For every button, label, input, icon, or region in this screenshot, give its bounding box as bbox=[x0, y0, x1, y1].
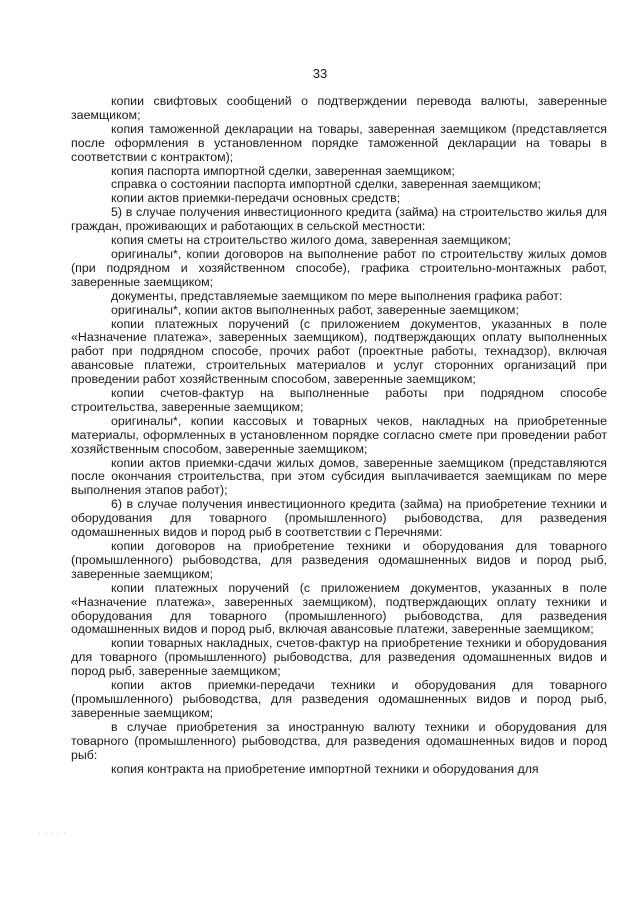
paragraph: копии актов приемки-передачи основных средств; bbox=[111, 191, 401, 206]
paragraph: документы, представляемые заемщиком по мере выполнения графика работ: bbox=[111, 288, 563, 303]
paragraph: копии товарных накладных, счетов-фактур на приобретение техники и оборудования для товарного (промышленного) рыбоводства, для разведения одомашненных видов и пород рыб, заверенные заемщиком; bbox=[71, 636, 607, 679]
paragraph: копия паспорта импортной сделки, заверенная заемщиком; bbox=[111, 163, 455, 178]
paragraph: справка о состоянии паспорта импортной сделки, заверенная заемщиком; bbox=[111, 177, 541, 192]
paragraph: в случае приобретения за иностранную валюту техники и оборудования для товарного (промышленного) рыбоводства, для разведения одомашненных видов и пород рыб: bbox=[71, 719, 607, 762]
paragraph: оригиналы*, копии кассовых и товарных чеков, накладных на приобретенные материалы, оформленных в установленном порядке согласно смете при проведении работ хозяйственным способом, заверенные заемщиком; bbox=[71, 413, 607, 456]
paragraph: копии счетов-фактур на выполненные работы при подрядном способе строительства, заверенные заемщиком; bbox=[71, 386, 607, 414]
paragraph: копии актов приемки-передачи техники и оборудования для товарного (промышленного) рыбоводства, для разведения одомашненных видов и пород рыб, заверенные заемщиком; bbox=[71, 678, 607, 720]
paragraph: копия таможенной декларации на товары, заверенная заемщиком (представляется после оформления в установленном порядке таможенной декларации на товары в соответствии с контрактом); bbox=[71, 121, 607, 164]
paragraph: копии платежных поручений (с приложением документов, указанных в поле «Назначение платежа», заверенных заемщиком), подтверждающих оплату выполненных работ при подрядном способе, прочих работ (проектные работы, технадзор), включая авансовые платежи, строительных материалов и услуг сторонних организаций при проведении работ хозяйственным способом, заверенные заемщиком; bbox=[71, 316, 607, 387]
paragraph: копия контракта на приобретение импортной техники и оборудования для bbox=[111, 761, 539, 776]
paragraph: копии платежных поручений (с приложением документов, указанных в поле «Назначение платежа», заверенных заемщиком), подтверждающих оплату техники и оборудования для товарного (промышленного) рыбоводства, для разведения одомашненных видов и пород рыб, включая авансовые платежи, заверенные заемщиком; bbox=[71, 580, 607, 637]
paragraph: 5) в случае получения инвестиционного кредита (займа) на строительство жилья для граждан, проживающих и работающих в сельской местности: bbox=[71, 205, 607, 234]
paragraph: оригиналы*, копии договоров на выполнение работ по строительству жилых домов (при подрядном и хозяйственном способе), графика строительно-монтажных работ, заверенные заемщиком; bbox=[71, 246, 607, 289]
paragraph: 6) в случае получения инвестиционного кредита (займа) на приобретение техники и оборудования для товарного (промышленного) рыбоводства, для разведения одомашненных видов и пород рыб в соответствии с Перечнями: bbox=[71, 497, 607, 540]
document-body bbox=[71, 95, 607, 776]
paragraph: оригиналы*, копии актов выполненных работ, заверенные заемщиком; bbox=[111, 302, 519, 317]
paragraph: копия сметы на строительство жилого дома, заверенная заемщиком; bbox=[111, 233, 511, 248]
paragraph: копии договоров на приобретение техники и оборудования для товарного (промышленного) рыбоводства, для разведения одомашненных видов и пород рыб, заверенные заемщиком; bbox=[71, 539, 607, 581]
paragraph: копии свифтовых сообщений о подтверждении перевода валюты, заверенные заемщиком; bbox=[71, 94, 607, 122]
paragraph: копии актов приемки-сдачи жилых домов, заверенные заемщиком (представляются после окончания строительства, при этом субсидия выплачивается заемщикам по мере выполнения этапов работ); bbox=[71, 455, 607, 498]
page-number: 33 bbox=[312, 66, 328, 81]
scan-artifact: · · · · · bbox=[38, 830, 67, 837]
